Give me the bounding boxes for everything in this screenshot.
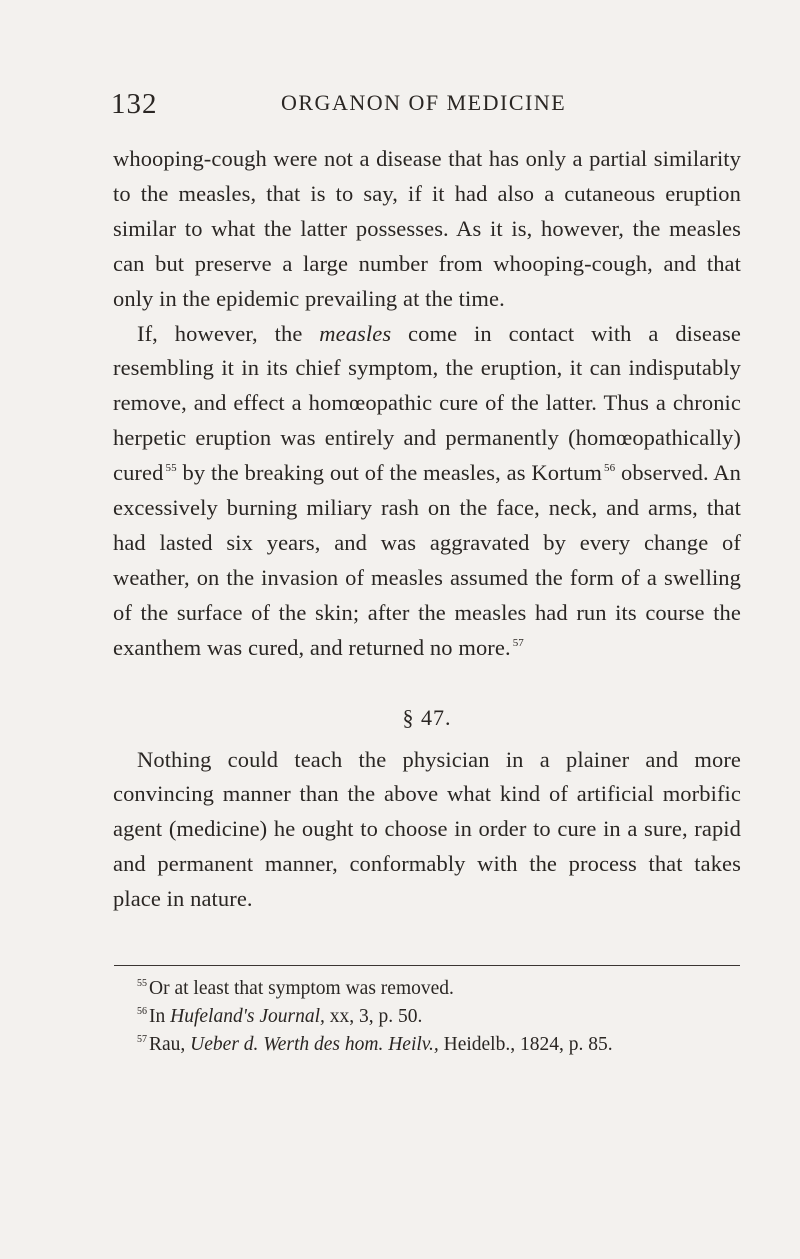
footnote-text: Or at least that symptom was removed. [149,978,454,999]
footnote-text: In [149,1006,171,1027]
footnote-divider [114,965,740,966]
footnotes [137,975,757,1059]
footnote-italic: Hufeland's Journal, [170,1006,325,1027]
running-head: ORGANON OF MEDICINE [281,90,567,115]
paragraph-section-47: Nothing could teach the physician in a plainer and more convincing manner than the above what kind of artificial morbific agent (medicine) he ought to choose in order to cure in a sure, rapid and permanent manner, conformably with the process that takes place in nature. [113,746,741,912]
page-number: 132 [111,88,158,120]
paragraph-continued: whooping-cough were not a disease that has only a partial similarity to the measles, that is to say, if it had also a cutaneous eruption similar to what the latter possesses. As it is, however, the measles can but preserve a large number from whooping-cough, and that only in the epidemic prevailing at the time. [113,146,741,311]
footnote-mark: 56 [137,1006,147,1017]
footnote-ref-57[interactable]: 57 [512,636,524,649]
footnote-mark: 57 [137,1034,147,1045]
footnote-mark: 55 [137,978,147,989]
paragraph-measles [113,317,741,666]
section-heading: § 47. [402,704,452,730]
footnote-57 [137,1031,757,1059]
text-segment: If, however, the [137,320,320,346]
footnote-text: Heidelb., 1824, p. 85. [438,1034,613,1055]
body-text [113,142,741,917]
page-header [111,88,741,128]
footnote-55 [137,975,757,1003]
footnote-text: xx, 3, p. 50. [324,1006,423,1027]
footnote-italic: Ueber d. Werth des hom. Heilv., [190,1034,439,1055]
text-segment: observed. An excessively burning miliary rash on the face, neck, and arms, that had lasted six years, and was aggravated by every change of weather, on the invasion of measles assumed the form of a swelling of the surface of the skin; after the measles had run its course the exanthem was cured, and returned no more. [113,460,742,660]
italic-measles: measles [319,320,392,346]
footnote-text: Rau, [149,1034,191,1055]
text-segment: by the breaking out of the measles, as Kortum [176,460,602,486]
text-segment: come in contact with a disease resembling it in its chief symptom, the eruption, it can indisputably remove, and effect a homœopathic cure of the latter. Thus a chronic herpetic eruption was entirely and permanently (homœopathically) cured [113,320,741,486]
footnote-ref-55[interactable]: 55 [165,462,177,475]
footnote-ref-56[interactable]: 56 [603,462,616,475]
footnote-56 [137,1003,757,1031]
